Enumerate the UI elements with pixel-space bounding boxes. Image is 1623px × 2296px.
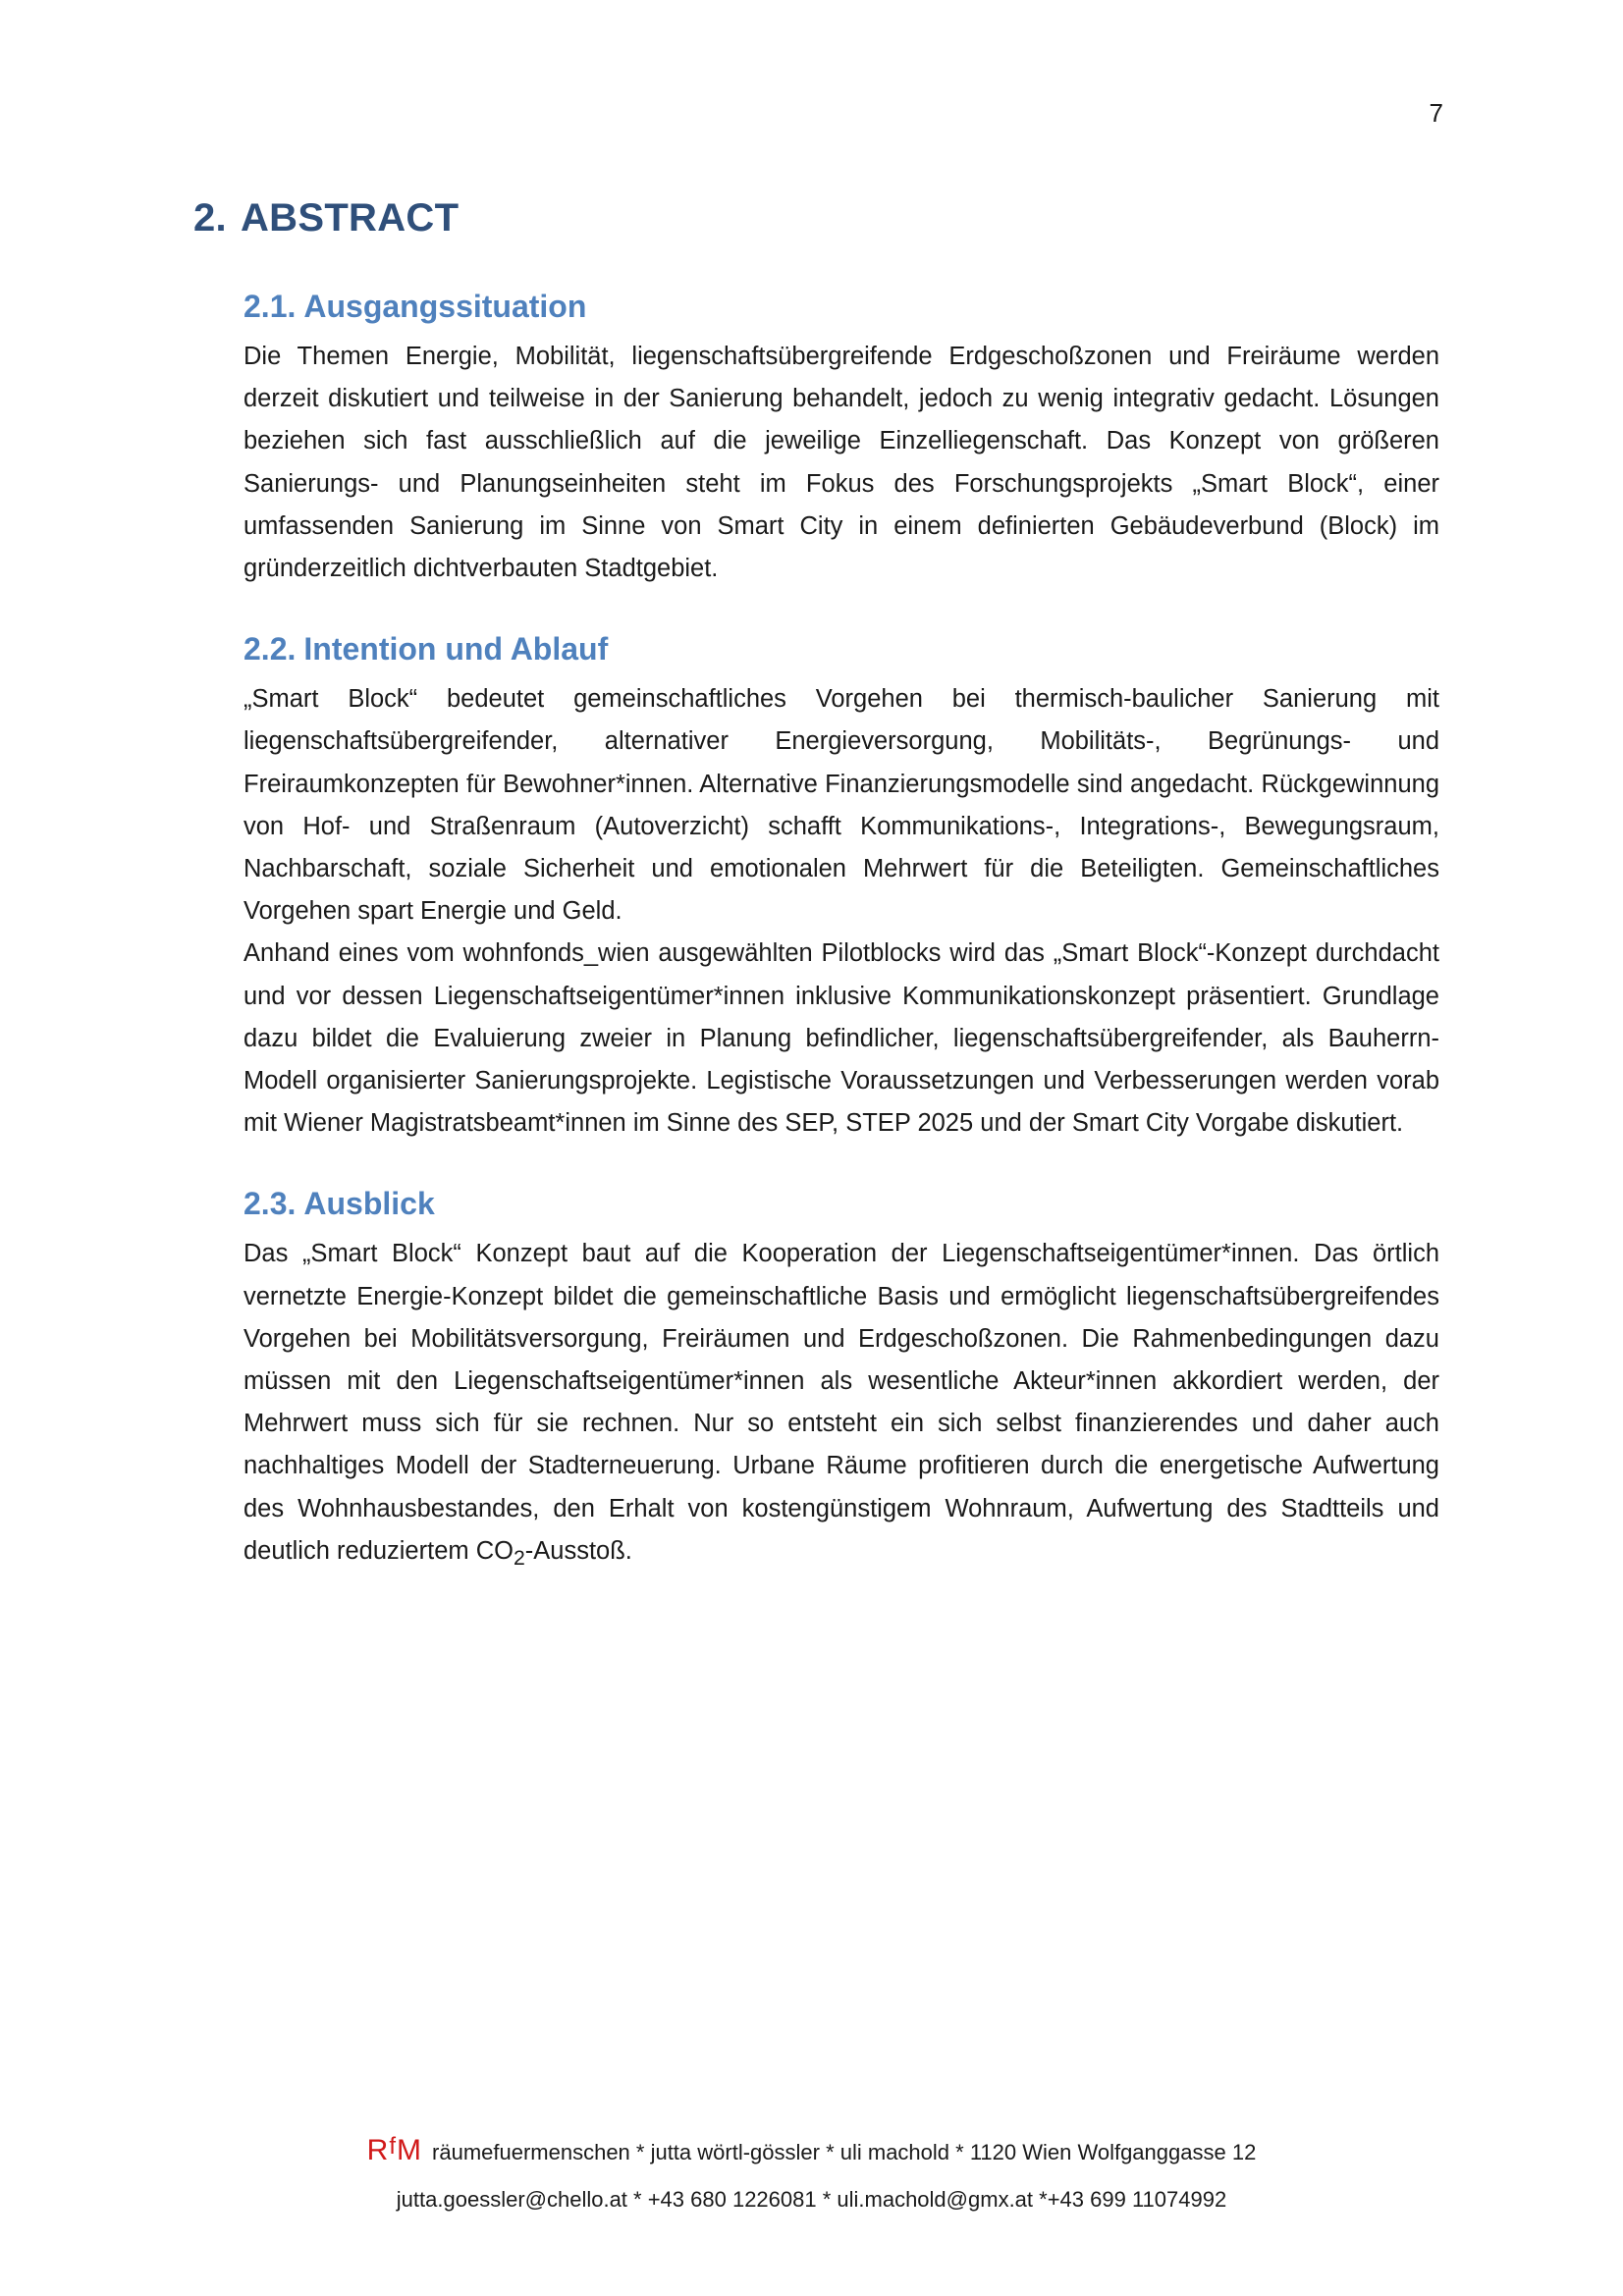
logo-letter-f: f	[389, 2133, 398, 2160]
rfm-logo	[367, 2134, 422, 2166]
section-number: 2.3.	[243, 1186, 297, 1222]
logo-letter-m: M	[397, 2134, 423, 2166]
page-number: 7	[1429, 98, 1443, 128]
section-ausgangssituation	[243, 281, 1439, 590]
co2-subscript: 2	[513, 1545, 525, 1570]
footer-address	[0, 2134, 1623, 2167]
section-heading	[243, 623, 1439, 674]
section-heading	[243, 281, 1439, 332]
paragraph: Anhand eines vom wohnfonds_wien ausgewählten Pilotblocks wird das „Smart Block“-Konzept durchdacht und vor dessen Liegenschaftseigentümer*innen inklusive Kommunikationskonzept präsentiert. Grundlage dazu bildet die Evaluierung zweier in Planung befindlicher, liegenschaftsübergreifender, als Bauherrn-Modell organisierter Sanierungsprojekte. Legistische Voraussetzungen und Verbesserungen werden vorab mit Wiener Magistratsbeamt*innen im Sinne des SEP, STEP 2025 und der Smart City Vorgabe diskutiert.	[243, 939, 1439, 1138]
logo-letter-r: R	[366, 2134, 390, 2166]
chapter-title: ABSTRACT	[240, 196, 460, 240]
section-title: Ausblick	[303, 1186, 435, 1222]
paragraph: Die Themen Energie, Mobilität, liegenschaftsübergreifende Erdgeschoßzonen und Freiräume werden derzeit diskutiert und teilweise in der Sanierung behandelt, jedoch zu wenig integrativ gedacht. Lösungen beziehen sich fast ausschließlich auf die jeweilige Einzelliegenschaft. Das Konzept von größeren Sanierungs- und Planungseinheiten steht im Fokus des Forschungsprojekts „Smart Block“, einer umfassenden Sanierung im Sinne von Smart City in einem definierten Gebäudeverbund (Block) im gründerzeitlich dichtverbauten Stadtgebiet.	[243, 343, 1439, 583]
section-number: 2.2.	[243, 631, 297, 667]
section-title: Ausgangssituation	[303, 289, 587, 324]
chapter-heading	[193, 196, 459, 240]
paragraph	[243, 1233, 1439, 1579]
section-number: 2.1.	[243, 289, 297, 324]
section-ausblick	[243, 1178, 1439, 1579]
paragraph-text: Das „Smart Block“ Konzept baut auf die Kooperation der Liegenschaftseigentümer*innen. Das örtlich vernetzte Energie-Konzept bildet die gemeinschaftliche Basis und ermöglicht liegenschaftsübergreifendes Vorgehen bei Mobilitätsversorgung, Freiräumen und Erdgeschoßzonen. Die Rahmenbedingungen dazu müssen mit den Liegenschaftseigentümer*innen als wesentliche Akteur*innen akkordiert werden, der Mehrwert muss sich für sie rechnen. Nur so entsteht ein sich selbst finanzierendes und daher auch nachhaltiges Modell der Stadterneuerung. Urbane Räume profitieren durch die energetische Aufwertung des Wohnhausbestandes, den Erhalt von kostengünstigem Wohnraum, Aufwertung des Stadtteils und deutlich reduziertem CO	[243, 1240, 1439, 1565]
document-body	[243, 281, 1439, 1613]
chapter-number: 2.	[193, 196, 227, 240]
footer-contact: jutta.goessler@chello.at * +43 680 1226081 * uli.machold@gmx.at *+43 699 11074992	[396, 2187, 1227, 2212]
paragraph: „Smart Block“ bedeutet gemeinschaftliches Vorgehen bei thermisch-baulicher Sanierung mit liegenschaftsübergreifender, alternativer Energieversorgung, Mobilitäts-, Begrünungs- und Freiraumkonzepten für Bewohner*innen. Alternative Finanzierungsmodelle sind angedacht. Rückgewinnung von Hof- und Straßenraum (Autoverzicht) schafft Kommunikations-, Integrations-, Bewegungsraum, Nachbarschaft, soziale Sicherheit und emotionalen Mehrwert für die Beteiligten. Gemeinschaftliches Vorgehen spart Energie und Geld.	[243, 685, 1439, 926]
footer-line-1: räumefuermenschen * jutta wörtl-gössler * uli machold * 1120 Wien Wolfganggasse 12	[432, 2140, 1257, 2164]
paragraph-tail: -Ausstoß.	[524, 1536, 632, 1565]
section-heading	[243, 1178, 1439, 1229]
section-intention-und-ablauf	[243, 623, 1439, 1145]
section-title: Intention und Ablauf	[303, 631, 609, 667]
